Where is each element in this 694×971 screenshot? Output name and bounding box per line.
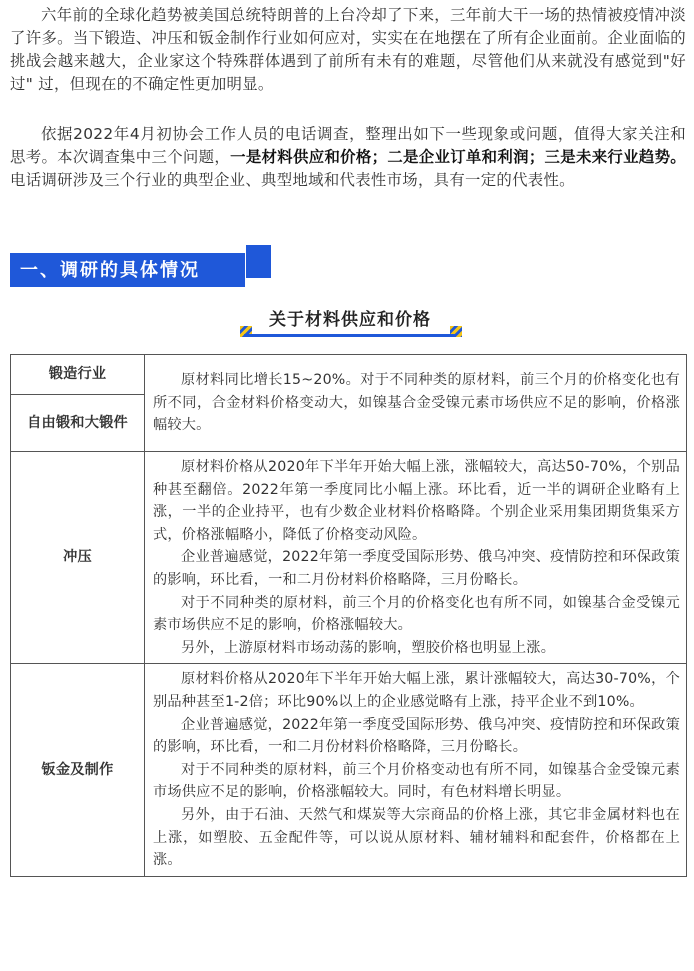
sheet-metal-label: 钣金及制作	[11, 664, 145, 876]
forging-description	[145, 355, 687, 452]
intro-paragraph-1: 六年前的全球化趋势被美国总统特朗普的上台冷却了下来，三年前大干一场的热情被疫情冲淡了许多。当下锻造、冲压和钣金制作行业如何应对，实实在在地摆在了所有企业面前。企业面临的挑战会越来越大，企业家这个特殊群体遇到了前所有未有的难题，尽管他们从来就没有感觉到"好过" 过，但现在的不确定性更加明显。	[10, 6, 686, 93]
sheet-metal-paragraph: 原材料价格从2020年下半年开始大幅上涨，累计涨幅较大，高达30-70%，个别品种甚至1-2倍；环比90%以上的企业感觉略有上涨，持平企业不到10%。	[153, 671, 680, 710]
subheading	[240, 308, 460, 340]
forging-description-text: 原材料同比增长15~20%。对于不同种类的原材料，前三个月的价格变化也有所不同，合金材料价格变动大，如镍基合金受镍元素市场供应不足的影响，价格涨幅较大。	[153, 372, 680, 434]
stamping-paragraph: 企业普遍感觉，2022年第一季度受国际形势、俄乌冲突、疫情防控和环保政策的影响，环比看，一和二月份材料价格略降，三月份略长。	[153, 549, 680, 588]
sheet-metal-description	[145, 664, 687, 876]
section-banner	[10, 245, 261, 287]
stamping-paragraph: 对于不同种类的原材料，前三个月的价格变化也有所不同，如镍基合金受镍元素市场供应不足的影响，价格涨幅较大。	[153, 594, 680, 634]
forging-industry-label: 锻造行业	[11, 355, 145, 395]
sheet-metal-paragraph: 另外，由于石油、天然气和煤炭等大宗商品的价格上涨，其它非金属材料也在上涨，如塑胶、五金配件等，可以说从原材料、辅材辅料和配套件，价格都在上涨。	[153, 806, 680, 869]
sheet-metal-paragraph: 企业普遍感觉，2022年第一季度受国际形势、俄乌冲突、疫情防控和环保政策的影响，环比看，一和二月份材料价格略降，三月份略长。	[153, 716, 680, 756]
material-price-table	[10, 354, 687, 877]
intro-paragraph-2-tail: 电话调研涉及三个行业的典型企业、典型地域和代表性市场，具有一定的代表性。	[10, 171, 575, 189]
subheading-title: 关于材料供应和价格	[269, 310, 431, 330]
section-banner-tab	[246, 245, 271, 278]
stamping-label: 冲压	[11, 452, 145, 664]
section-banner-title: 一、调研的具体情况	[20, 260, 200, 281]
stamping-paragraph: 另外，上游原材料市场动荡的影响，塑胶价格也明显上涨。	[181, 639, 556, 656]
sheet-metal-paragraph: 对于不同种类的原材料，前三个月价格变动也有所不同，如镍基合金受镍元素市场供应不足的影响，价格涨幅较大。同时，有色材料增长明显。	[153, 761, 680, 801]
table-row-sheet-metal	[11, 664, 687, 876]
intro-paragraph-2-text: 依据2022年4月初协会工作人员的电话调查，整理出如下一些现象或问题，值得大家关注和思考。本次调查集中三个问题，	[10, 125, 686, 166]
intro-paragraph-2	[10, 123, 686, 192]
intro-paragraph-2-highlight: 一是材料供应和价格；二是企业订单和利润；三是未来行业趋势。	[230, 148, 687, 166]
stamping-paragraph: 原材料价格从2020年下半年开始大幅上涨，涨幅较大，高达50-70%，个别品种甚至翻倍。2022年第一季度同比小幅上涨。环比看，近一半的调研企业略有上涨，一半的企业持平，也有少数企业材料价格略降。个别企业采用集团期货集采方式，价格涨幅略小，降低了价格变动风险。	[153, 459, 680, 543]
table-row-stamping	[11, 452, 687, 664]
stamping-description	[145, 452, 687, 664]
table-row-forging-1	[11, 355, 687, 395]
subheading-underline	[244, 334, 456, 337]
forging-subcategory-label: 自由锻和大锻件	[11, 395, 145, 452]
